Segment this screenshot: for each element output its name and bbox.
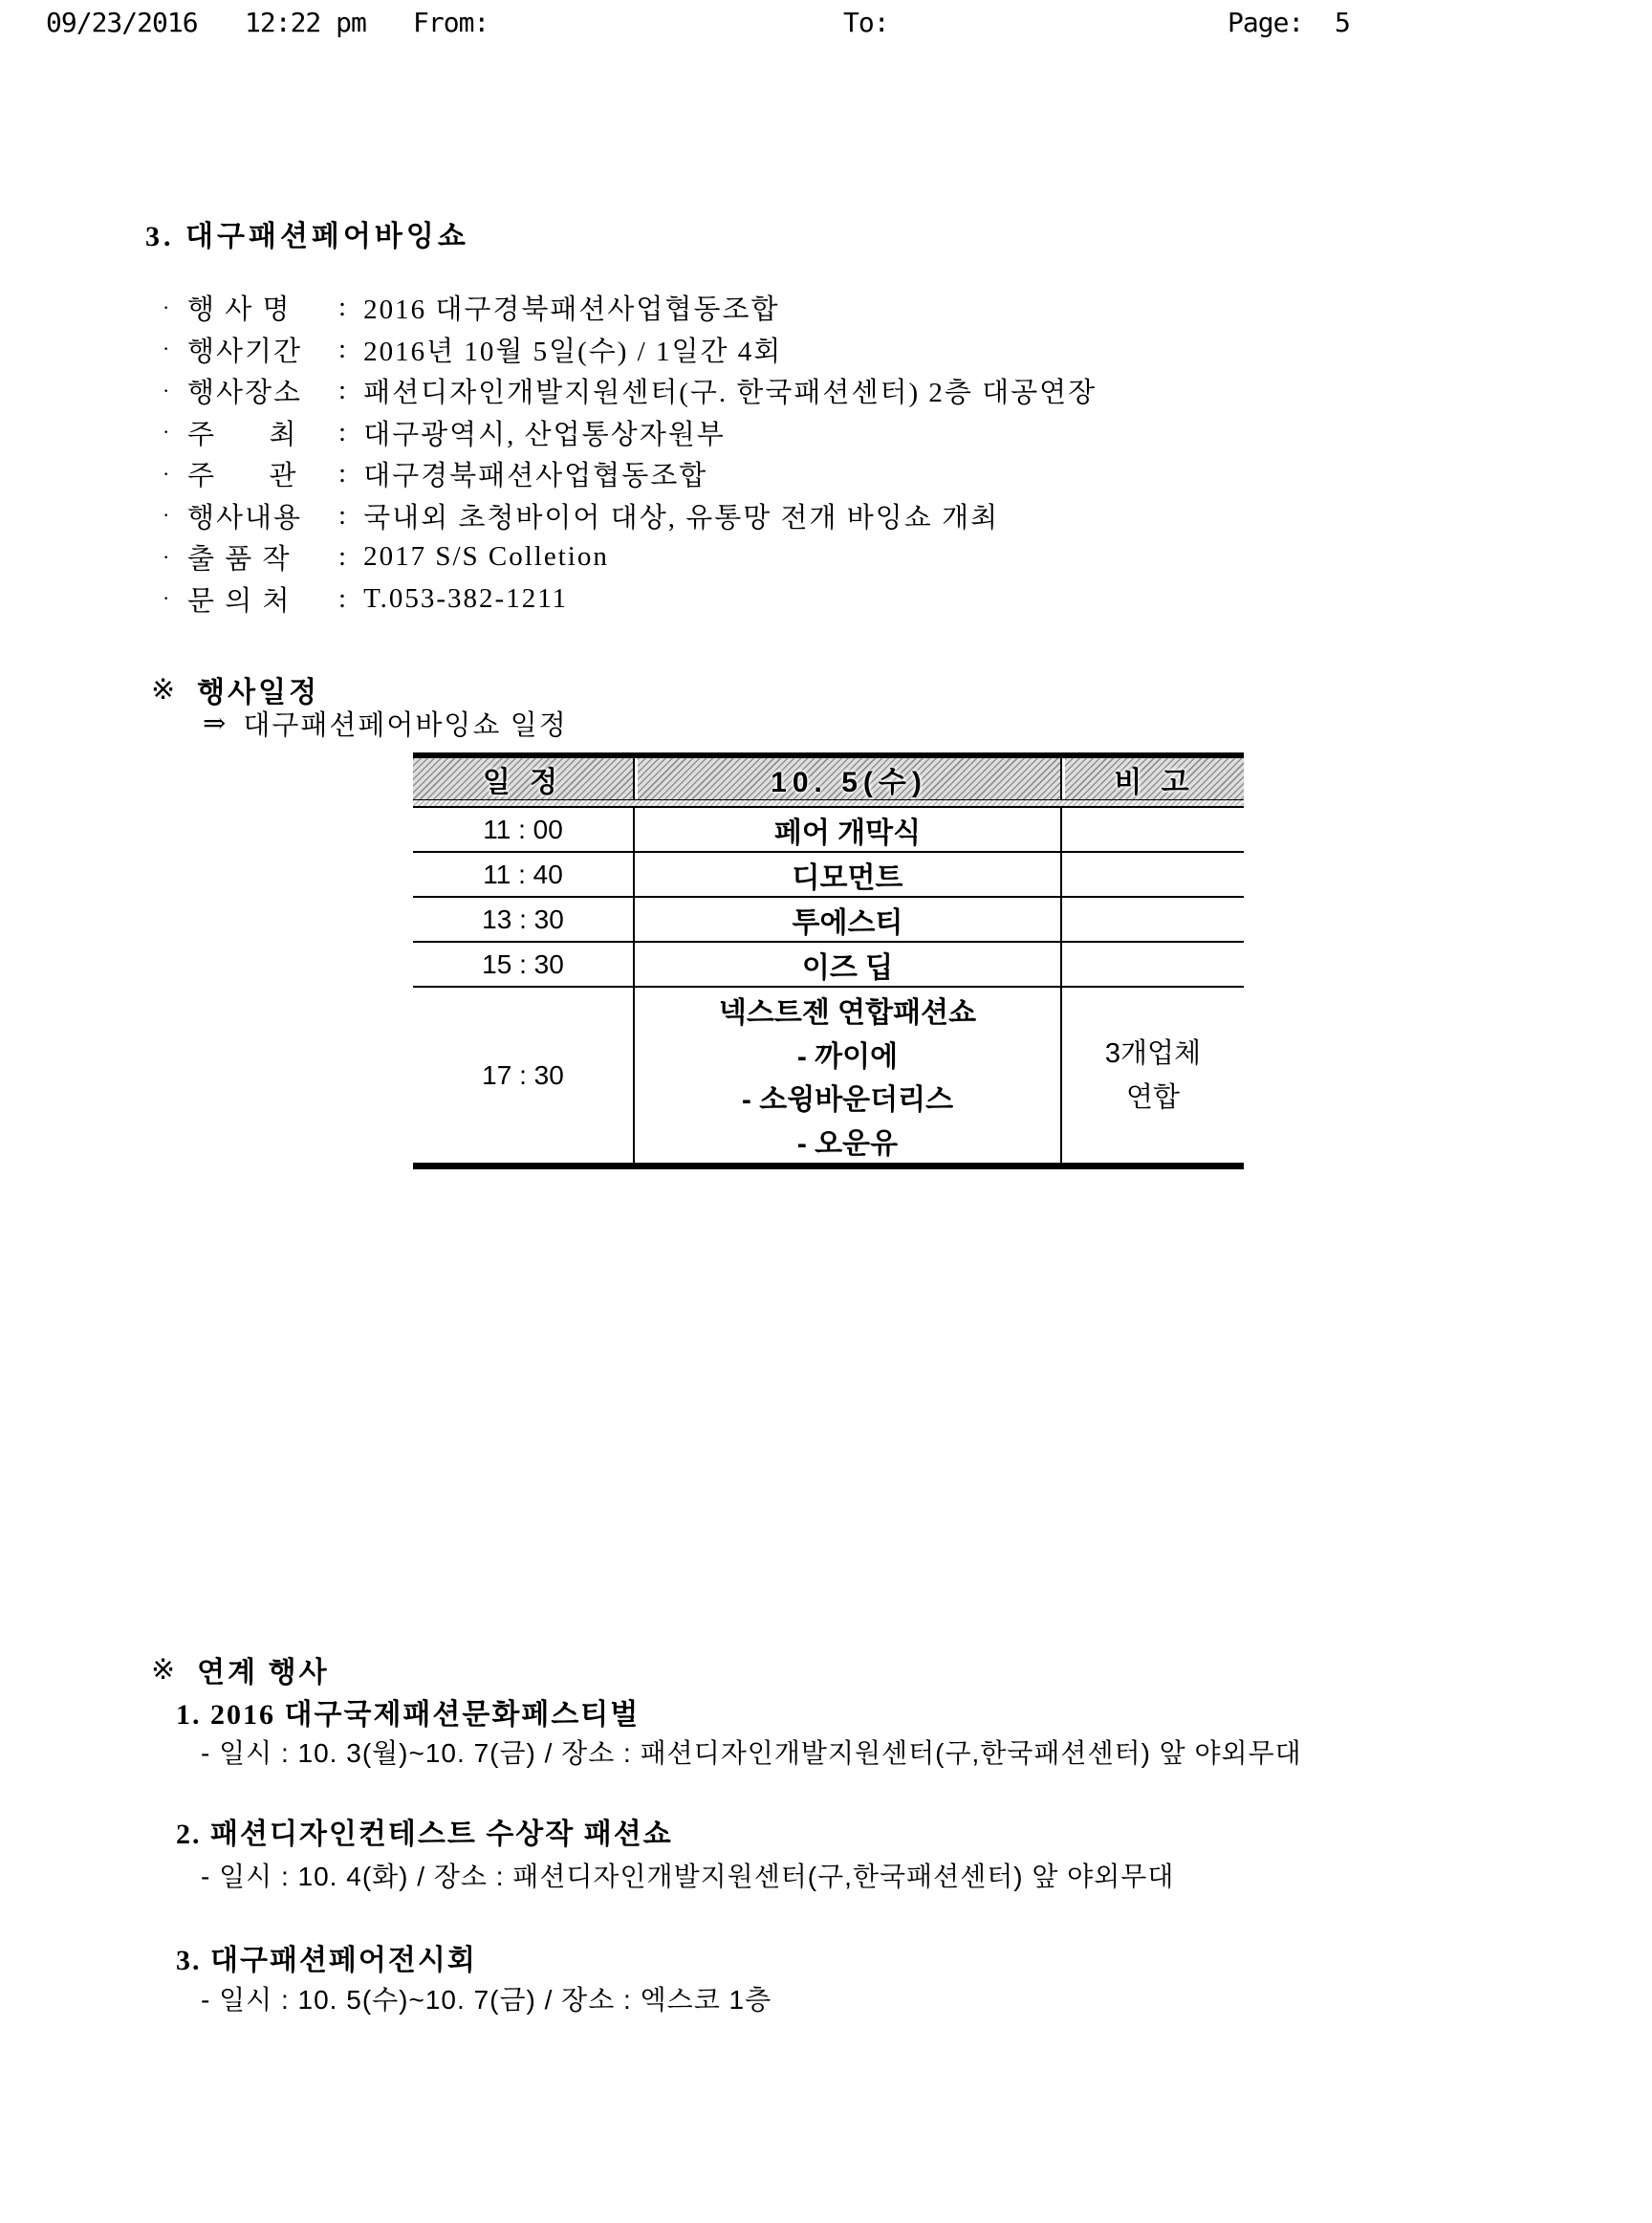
table-row bbox=[413, 943, 1244, 988]
detail-label: 출 품 작 bbox=[187, 544, 292, 576]
fax-from-label: From: bbox=[413, 7, 489, 38]
detail-label: 주 최 bbox=[187, 419, 298, 450]
reference-mark-icon: ※ bbox=[151, 1653, 179, 1686]
event-cell: 이즈 딥 bbox=[635, 943, 1062, 986]
note-line: 3개업체 bbox=[1104, 1037, 1202, 1069]
detail-label: 주 관 bbox=[187, 461, 298, 492]
related-item-detail: - 일시 : 10. 3(월)~10. 7(금) / 장소 : 패션디자인개발지원센터(구,한국패션센터) 앞 야외무대 bbox=[201, 1738, 1302, 1768]
detail-line-host bbox=[163, 412, 1097, 454]
related-item-detail: - 일시 : 10. 5(수)~10. 7(금) / 장소 : 엑스코 1층 bbox=[201, 1985, 772, 2015]
detail-colon: : bbox=[338, 333, 349, 364]
header-cell-date: 10. 5(수) bbox=[635, 758, 1062, 799]
bullet-icon: · bbox=[163, 337, 172, 361]
schedule-table-header-row bbox=[413, 752, 1244, 800]
note-cell bbox=[1062, 943, 1244, 986]
reference-mark-icon: ※ bbox=[151, 673, 179, 706]
detail-line-event-name bbox=[163, 287, 1097, 329]
bullet-icon: · bbox=[163, 294, 172, 319]
document-title: 3. 대구패션페어바잉쇼 bbox=[145, 221, 469, 252]
double-arrow-icon: ⇒ bbox=[203, 708, 228, 739]
detail-colon: : bbox=[338, 582, 349, 614]
schedule-heading-text: 행사일정 bbox=[197, 677, 320, 708]
detail-value: 패션디자인개발지원센터(구. 한국패션센터) 2층 대공연장 bbox=[363, 378, 1098, 409]
event-line: - 소윙바운더리스 bbox=[741, 1084, 954, 1117]
detail-label: 문 의 처 bbox=[187, 585, 292, 617]
table-row bbox=[413, 808, 1244, 853]
detail-line-exhibit bbox=[163, 536, 1097, 578]
detail-value: 2017 S/S Colletion bbox=[363, 541, 609, 573]
time-cell: 17 : 30 bbox=[413, 988, 635, 1163]
bullet-icon: · bbox=[163, 461, 172, 486]
detail-label: 행 사 명 bbox=[187, 294, 292, 326]
detail-colon: : bbox=[338, 458, 349, 490]
related-events-heading bbox=[151, 1648, 330, 1690]
time-cell: 11 : 40 bbox=[413, 853, 635, 896]
detail-label: 행사장소 bbox=[187, 378, 303, 409]
note-cell bbox=[1062, 988, 1244, 1163]
schedule-subheading-text: 대구패션페어바잉쇼 일정 bbox=[243, 710, 568, 741]
bullet-icon: · bbox=[163, 420, 172, 445]
bullet-icon: · bbox=[163, 378, 172, 403]
schedule-table bbox=[413, 752, 1244, 1169]
fax-page-number: 5 bbox=[1335, 7, 1350, 38]
detail-line-event-venue bbox=[163, 370, 1097, 412]
detail-value: 대구경북패션사업협동조합 bbox=[363, 461, 708, 492]
detail-colon: : bbox=[338, 541, 349, 573]
detail-colon: : bbox=[338, 292, 349, 323]
event-cell: 투에스티 bbox=[635, 898, 1062, 941]
related-heading-text: 연계 행사 bbox=[197, 1657, 330, 1689]
event-details-list bbox=[163, 287, 1097, 620]
related-item-detail: - 일시 : 10. 4(화) / 장소 : 패션디자인개발지원센터(구,한국패션센터) 앞 야외무대 bbox=[201, 1862, 1175, 1891]
event-cell: 페어 개막식 bbox=[635, 808, 1062, 851]
schedule-subheading bbox=[203, 704, 568, 743]
detail-value: 2016 대구경북패션사업협동조합 bbox=[363, 294, 780, 326]
table-row bbox=[413, 853, 1244, 898]
fax-time: 12:22 pm bbox=[245, 7, 366, 38]
fax-date: 09/23/2016 bbox=[46, 7, 198, 38]
detail-colon: : bbox=[338, 375, 349, 406]
bullet-icon: · bbox=[163, 586, 172, 611]
header-cell-remarks: 비 고 bbox=[1062, 758, 1244, 799]
detail-colon: : bbox=[338, 416, 349, 447]
detail-label: 행사내용 bbox=[187, 502, 303, 534]
event-cell: 디모먼트 bbox=[635, 853, 1062, 896]
fax-page-label: Page: bbox=[1228, 7, 1304, 38]
event-line: 넥스트젠 연합패션쇼 bbox=[718, 996, 977, 1029]
note-cell bbox=[1062, 898, 1244, 941]
detail-line-organizer bbox=[163, 453, 1097, 495]
detail-value: T.053-382-1211 bbox=[363, 582, 569, 614]
detail-line-event-content bbox=[163, 495, 1097, 537]
note-line: 연합 bbox=[1125, 1081, 1181, 1113]
bullet-icon: · bbox=[163, 503, 172, 528]
detail-label: 행사기간 bbox=[187, 336, 303, 367]
detail-value: 2016년 10월 5일(수) / 1일간 4회 bbox=[363, 336, 783, 367]
detail-value: 국내외 초청바이어 대상, 유통망 전개 바잉쇼 개최 bbox=[363, 502, 1000, 534]
related-item-title: 2. 패션디자인컨테스트 수상작 패션쇼 bbox=[176, 1819, 673, 1850]
event-line: - 오운유 bbox=[796, 1127, 899, 1160]
related-item-title: 1. 2016 대구국제패션문화페스티벌 bbox=[176, 1699, 641, 1731]
detail-line-contact bbox=[163, 578, 1097, 621]
fax-to-label: To: bbox=[843, 7, 889, 38]
header-divider-strip bbox=[413, 800, 1244, 808]
event-line: - 까이에 bbox=[796, 1040, 899, 1073]
table-row bbox=[413, 988, 1244, 1169]
header-cell-schedule: 일 정 bbox=[413, 758, 635, 799]
note-cell bbox=[1062, 808, 1244, 851]
detail-line-event-period bbox=[163, 329, 1097, 371]
bullet-icon: · bbox=[163, 544, 172, 569]
time-cell: 13 : 30 bbox=[413, 898, 635, 941]
detail-value: 대구광역시, 산업통상자원부 bbox=[363, 419, 726, 450]
related-item-title: 3. 대구패션페어전시회 bbox=[176, 1945, 477, 1976]
detail-colon: : bbox=[338, 499, 349, 531]
note-cell bbox=[1062, 853, 1244, 896]
table-row bbox=[413, 898, 1244, 943]
time-cell: 15 : 30 bbox=[413, 943, 635, 986]
time-cell: 11 : 00 bbox=[413, 808, 635, 851]
event-cell bbox=[635, 988, 1062, 1163]
